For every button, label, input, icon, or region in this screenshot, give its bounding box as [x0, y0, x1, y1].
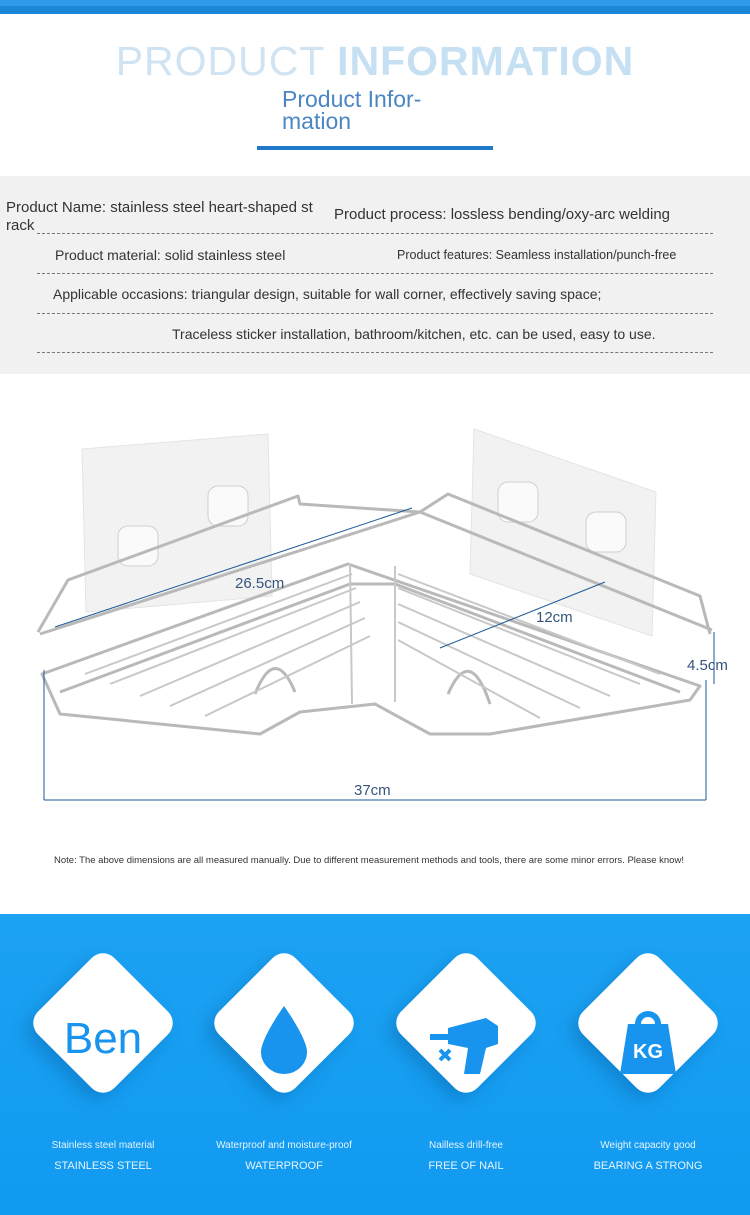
product-name-cont: rack: [6, 217, 35, 234]
drill-icon: [406, 989, 526, 1089]
product-features: Product features: Seamless installation/punch-free: [397, 248, 677, 262]
applicable-occasions: Applicable occasions: triangular design, suitable for wall corner, effectively saving space;: [53, 286, 602, 302]
corner-rack-illustration: [0, 374, 750, 834]
feature-label-en: FREE OF NAIL: [428, 1160, 504, 1172]
feature-label-en: STAINLESS STEEL: [54, 1160, 152, 1172]
depth-dimension: 12cm: [536, 609, 573, 626]
text-logo-icon: Ben: [63, 1014, 143, 1063]
feature-label: Weight capacity good: [600, 1140, 696, 1151]
installation-info: Traceless sticker installation, bathroom/kitchen, etc. can be used, easy to use.: [172, 326, 656, 342]
product-material: Product material: solid stainless steel: [55, 247, 286, 263]
product-image-section: [0, 374, 750, 914]
measurement-note: Note: The above dimensions are all measured manually. Due to different measurement methods and tools, there are some minor errors. Please know!: [54, 855, 684, 866]
height-dimension: 4.5cm: [687, 657, 728, 674]
feature-label: Stainless steel material: [51, 1140, 155, 1151]
divider: [37, 233, 713, 234]
divider: [37, 352, 713, 353]
title-bold: INFORMATION: [337, 38, 635, 84]
product-name: Product Name: stainless steel heart-shaped st: [6, 199, 313, 216]
section-title: [0, 38, 750, 85]
section-subtitle: Product Infor- mation: [282, 86, 422, 134]
top-bar: [0, 0, 750, 14]
feature-label-en: BEARING A STRONG: [593, 1160, 703, 1172]
product-info-panel: [0, 176, 750, 374]
feature-label: Waterproof and moisture-proof: [216, 1140, 352, 1151]
feature-label-en: WATERPROOF: [245, 1160, 323, 1172]
weight-icon: [588, 989, 708, 1089]
width-dimension: 37cm: [354, 782, 391, 799]
product-process: Product process: lossless bending/oxy-arc welding: [334, 206, 670, 223]
length-dimension: 26.5cm: [235, 575, 285, 592]
feature-label: Nailless drill-free: [429, 1140, 503, 1151]
subtitle-underline: [257, 146, 493, 150]
features-section: [0, 914, 750, 1215]
divider: [37, 273, 713, 274]
divider: [37, 313, 713, 314]
water-drop-icon: [224, 989, 344, 1089]
header-section: [0, 14, 750, 176]
title-light: PRODUCT: [115, 38, 325, 84]
svg-text:KG: KG: [633, 1041, 663, 1063]
